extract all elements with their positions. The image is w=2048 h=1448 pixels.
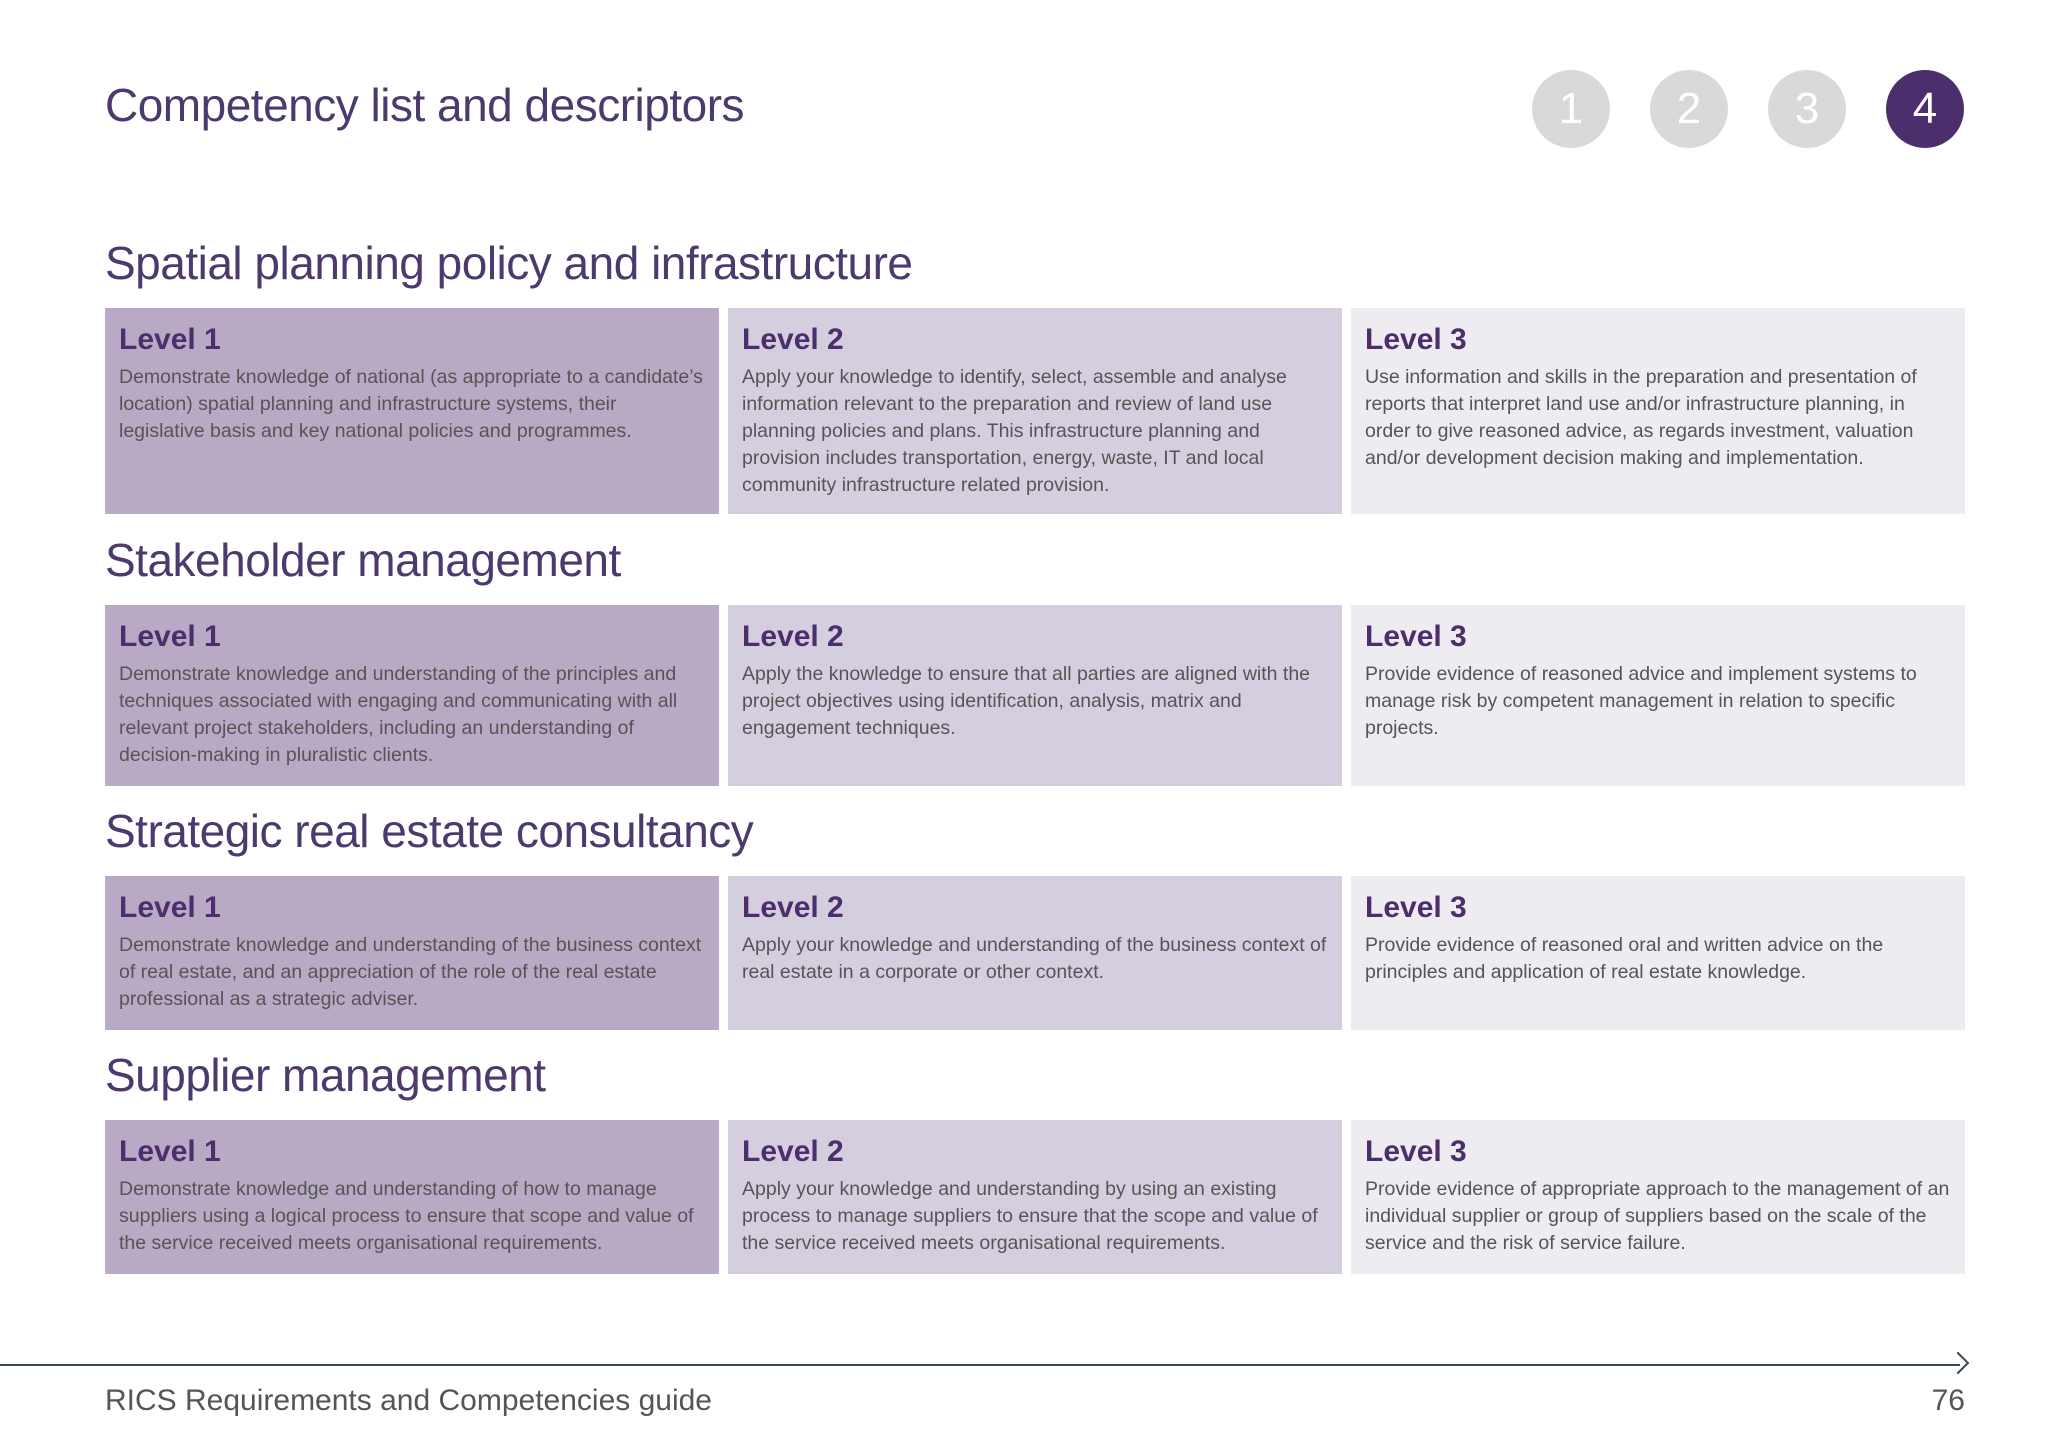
page-title: Competency list and descriptors: [105, 79, 745, 131]
competency-section-stakeholder-management: [105, 531, 1965, 786]
level-3-card: [1351, 308, 1965, 514]
level-description: Apply the knowledge to ensure that all parties are aligned with the project objectives using identification, analysis, matrix and engagement techniques.: [742, 663, 1311, 739]
level-1-card: [105, 1120, 719, 1274]
level-description: Apply your knowledge and understanding by using an existing process to manage suppliers to ensure that the scope and value of the service received meets organisational requirements.: [742, 1178, 1318, 1254]
level-3-card: [1351, 605, 1965, 786]
step-2-button[interactable]: 2: [1650, 70, 1728, 148]
levels-row: [105, 605, 1965, 786]
level-description: Demonstrate knowledge of national (as appropriate to a candidate’s location) spatial planning and infrastructure systems, their legislative basis and key national policies and programmes.: [119, 366, 703, 442]
level-heading: Level 2: [742, 891, 844, 924]
footer-document-title: RICS Requirements and Competencies guide: [105, 1384, 712, 1417]
section-title: Spatial planning policy and infrastructure: [105, 237, 913, 289]
level-description: Demonstrate knowledge and understanding of the principles and techniques associated with engaging and communicating with all relevant project stakeholders, including an understanding of decision-making in pluralistic clients.: [119, 663, 678, 766]
footer-divider: [0, 1364, 1960, 1366]
level-heading: Level 2: [742, 1135, 844, 1168]
level-2-card: [728, 1120, 1342, 1274]
level-1-card: [105, 876, 719, 1030]
level-heading: Level 1: [119, 323, 221, 356]
level-description: Demonstrate knowledge and understanding of how to manage suppliers using a logical process to ensure that scope and value of the service received meets organisational requirements.: [119, 1178, 694, 1254]
level-heading: Level 3: [1365, 891, 1467, 924]
level-heading: Level 2: [742, 323, 844, 356]
step-1-button[interactable]: 1: [1532, 70, 1610, 148]
competency-section-strategic-real-estate: [105, 802, 1965, 1030]
competency-section-supplier-management: [105, 1046, 1965, 1274]
level-description: Provide evidence of appropriate approach to the management of an individual supplier or group of suppliers based on the scale of the service and the risk of service failure.: [1365, 1178, 1950, 1254]
level-description: Use information and skills in the preparation and presentation of reports that interpret land use and/or infrastructure planning, in order to give reasoned advice, as regards investment, valuation and/or development decision making and implementation.: [1365, 366, 1917, 469]
level-heading: Level 1: [119, 891, 221, 924]
level-description: Provide evidence of reasoned oral and written advice on the principles and application of real estate knowledge.: [1365, 934, 1884, 983]
section-title: Stakeholder management: [105, 534, 621, 586]
level-description: Demonstrate knowledge and understanding of the business context of real estate, and an appreciation of the role of the real estate professional as a strategic adviser.: [119, 934, 702, 1010]
section-title: Supplier management: [105, 1049, 546, 1101]
levels-row: [105, 1120, 1965, 1274]
section-title: Strategic real estate consultancy: [105, 805, 754, 857]
levels-row: [105, 308, 1965, 514]
level-2-card: [728, 876, 1342, 1030]
level-3-card: [1351, 1120, 1965, 1274]
levels-row: [105, 876, 1965, 1030]
level-description: Provide evidence of reasoned advice and implement systems to manage risk by competent management in relation to specific projects.: [1365, 663, 1917, 739]
level-heading: Level 3: [1365, 620, 1467, 653]
level-heading: Level 3: [1365, 1135, 1467, 1168]
level-1-card: [105, 605, 719, 786]
level-description: Apply your knowledge to identify, select, assemble and analyse information relevant to the preparation and review of land use planning policies and plans. This infrastructure planning and provision includes transportation, energy, waste, IT and local community infrastructure related provision.: [742, 366, 1287, 496]
step-navigation: [1532, 70, 1964, 148]
page-number: 76: [1931, 1384, 1965, 1417]
level-heading: Level 3: [1365, 323, 1467, 356]
level-1-card: [105, 308, 719, 514]
level-2-card: [728, 605, 1342, 786]
next-page-arrow-icon[interactable]: [1947, 1352, 1970, 1375]
step-4-button[interactable]: 4: [1886, 70, 1964, 148]
level-heading: Level 1: [119, 620, 221, 653]
level-heading: Level 2: [742, 620, 844, 653]
level-description: Apply your knowledge and understanding of the business context of real estate in a corporate or other context.: [742, 934, 1327, 983]
level-3-card: [1351, 876, 1965, 1030]
level-2-card: [728, 308, 1342, 514]
step-3-button[interactable]: 3: [1768, 70, 1846, 148]
level-heading: Level 1: [119, 1135, 221, 1168]
competency-section-spatial-planning: [105, 234, 1965, 514]
